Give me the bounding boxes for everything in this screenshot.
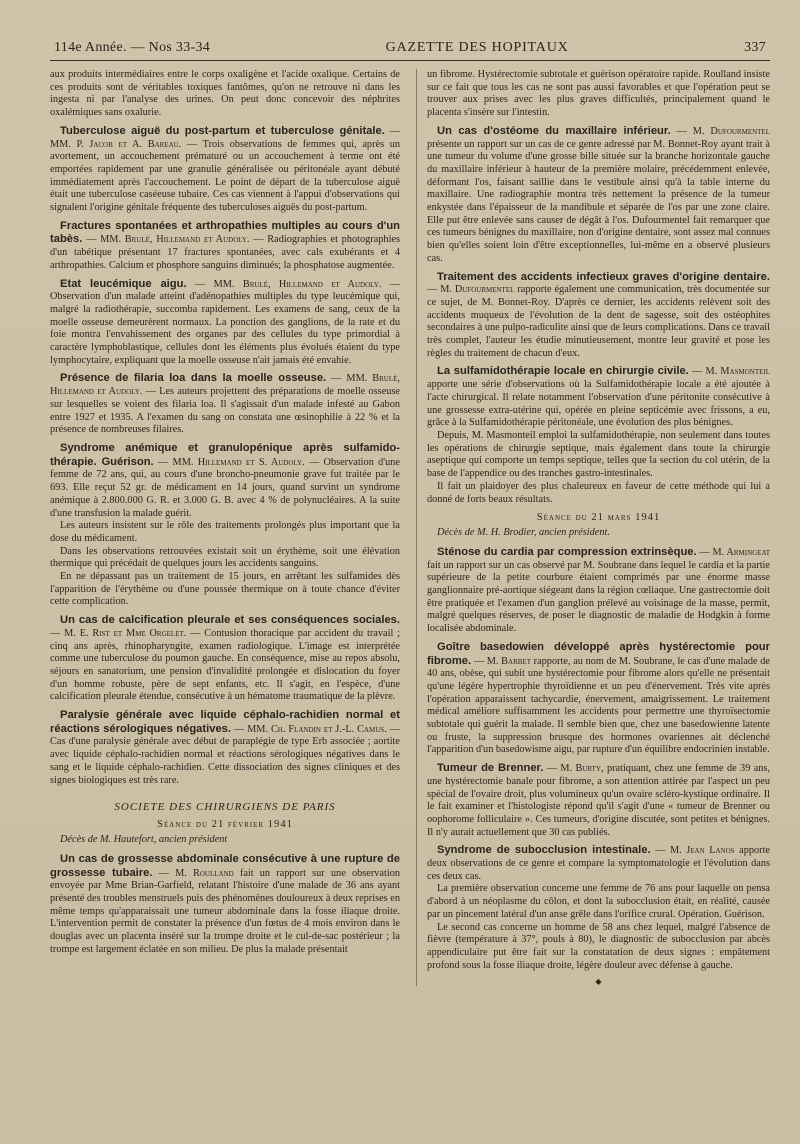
article-body: — Radiographies et photographies d'un tabétique présentant 17 fractures spontanées, avec cals exubérants et 4 arthropathies. Calcium et phosphore sanguins diminués; la phosphatose augmentée.: [50, 234, 401, 271]
article-title: Un cas d'ostéome du maxillaire inférieur.: [437, 124, 671, 137]
article-authors: — M. Dufourmentel: [427, 284, 515, 296]
article-authors: — M. Masmonteil: [691, 366, 770, 378]
article-body: — Cas d'une paralysie générale avec début de paraplégie de type Erb associée ; aortite avec liquide céphalo-rachidien normal et réactions sérologiques négatives dans le sang et le liquide céphalo-rachidien. Cette dissociation des signes cliniques et des signes biologiques est très rare.: [50, 723, 400, 786]
article-body: — Observation d'un malade atteint d'adénopathies multiples du type leucémique qui, malgré la radiothérapie, succomba rapidement. Les examens de sang, ceux de la moelle osseuse demeurèrent normaux. La ponction des ganglions, de la rate et du foie montra l'envahissement des organes par des cellules du type primordial à caractère lymphoblastique, cellules dont les éléments plus évolués étaient du type lymphocytaire, expliquant que la moelle osseuse n'ait jamais été envahie.: [50, 278, 401, 366]
article-title: Présence de filaria loa dans la moelle osseuse.: [60, 372, 327, 385]
article-body: rapporte également une communication, très documentée sur ce sujet, de M. Bonnet-Roy. D'après ce dernier, les accidents relèvent soit des accidents muqueux de l'évolution de la dent de sagesse, soit des ostéophites secondaires à une pulpo-radiculite ainsi que de leurs complications. Dans ce travail très complet, l'auteur les étudie minutieusement, montre leur gravité et pose les règles du traitement de chacun d'eux.: [427, 284, 770, 359]
article-body: présente un rapport sur un cas de ce genre adressé par M. Bonnet-Roy ayant trait à une tumeur du volume d'une grosse bille située sur la branche horizontale gauche du maxillaire inférieur à hauteur de la première molaire, précédemment enlevée, déformant l'os, faisant saillie dans le vestibule ainsi qu'à la table interne du maxillaire. Une radiographie montra très nettement la présence de la tumeur enkystée dans l'épaisseur de la mandibule et séparée de l'os par une zone claire. Elle put être enlevée sans causer de dégât à l'os. Dufourmentel fait remarquer que ces tumeurs bénignes du maxillaire, non d'origine dentaire, sont assez mal connues bien qu'elles soient loin d'être exceptionnelles, lui-même en a observé plusieurs cas.: [427, 138, 770, 264]
article-paragraph: Depuis, M. Masmonteil emploi la sulfamidothérapie, non seulement dans toutes les opérations de chirurgie septique, mais également dans toute la chirurgie aseptique qui comporte un temps septique, telles que la section du col utérin, de la base de l'appendice ou des tranches gastro-intestinales.: [427, 429, 770, 480]
right-intro-paragraph: un fibrome. Hystérectomie subtotale et guérison opératoire rapide. Roulland insiste sur ce fait que tous les cas ne sont pas aussi favorables et que l'opération peut se trouver aux prises avec les plus graves difficultés, principalement quand le placenta s'insère sur l'intestin.: [427, 69, 770, 119]
article-paragraph: Les auteurs insistent sur le rôle des traitements prolongés plus important que la dose du médicament.: [50, 520, 400, 544]
right-column: [416, 69, 770, 986]
article-fractures: [50, 220, 400, 273]
end-ornament-icon: ◆: [595, 977, 602, 987]
article-stenose-cardia: [427, 546, 770, 636]
article-calcification: [50, 614, 400, 704]
article-filaria: [50, 372, 400, 437]
article-body: rapporte, au nom de M. Soubrane, le cas d'une malade de 40 ans, obèse, qui subit une hystérectomie pour fibrome alors qu'elle ne présentait qu'une légère hypertrophie thyroïdienne et un peu d'énervement. Très vite après l'opération apparaissent tachycardie, énervement, amaigrissement. Le traitement médical améliore suffisamment les accidents pour permettre une thyroïsectomie subtotale qui guérit la malade. Il semble bien que, chez une basedowienne latente ou fruste, la suppression brusque des hormones ovariennes ait déclenché l'apparition d'un basedowisme aigu, par rupture d'un équilibre endocrinien instable.: [427, 655, 770, 756]
article-authors: — MM. Brulé, Hillemand et Audoly.: [194, 278, 382, 290]
article-authors: — M. Burty,: [546, 763, 604, 775]
article-title: Traitement des accidents infectieux graves d'origine dentaire.: [437, 270, 770, 283]
article-body: — Contusion thoracique par accident du travail ; cinq ans après, rhinopharyngite, examen radiologique. L'image est interprétée comme une tuberculose du poumon gauche. En conséquence, mise au repos absolu, séjours en sanatorium, une pension d'invalidité prolongée et dislocation du foyer d'un homme robuste, père de sept enfants, etc. Il s'agit, en l'espèce, d'une calcification pleurale étendue, consécutive à un hématome traumatique de la plèvre.: [50, 627, 401, 703]
article-body: pratiquant, chez une femme de 39 ans, une hystérectomie banale pour fibrome, a son attention attirée par l'aspect un peu spécial de l'ovaire droit, plus volumineux qu'un ovaire scléro-kystique ordinaire. Il le fait examiner et l'histologiste répond qu'il s'agit d'une « tumeur de Brenner ou oophorome folliculaire ». Ces tumeurs, d'origine discutée, sont petites et bénignes. Il n'y aurait actuellement que 30 cas publiés.: [427, 763, 770, 838]
article-title: La sulfamidothérapie locale en chirurgie civile.: [437, 365, 689, 378]
article-authors: — M. Jean Lanos: [655, 845, 735, 857]
article-title: Etat leucémique aigu.: [60, 277, 187, 290]
session-heading: Séance du 21 mars 1941: [536, 512, 661, 524]
article-osteome: [427, 125, 770, 266]
issue-label: 114e Année. — Nos 33-34: [54, 40, 211, 55]
left-intro-paragraph: aux produits intermédiaires entre le corps oxaligène et l'acide oxalique. Certains de ces produits sont de véritables toxiques fantômes, qu'on ne retrouve ni dans les ingesta ni par l'analyse des urines. On peut donc concevoir des néphrites oxalémiques sans oxalurie.: [50, 69, 400, 119]
article-syndrome-anemique: [50, 442, 400, 609]
article-authors: — MM. Brulé, Hillemand et Audoly.: [50, 373, 400, 398]
article-body: — Observation d'une femme de 72 ans, qui, au cours d'une broncho-pneumonie grave fut traitée par le 693. Elle reçut 52 gr. de médicament en 14 jours, quand survint un syndrome anémique à 2.800.000 G. R. et 3.000 G. B. avec 4 % de polynucléaires. A la suite d'une transfusion la malade guérit.: [50, 456, 400, 519]
article-authors: — MM. Ch. Flandin et J.-L. Camus.: [233, 723, 387, 735]
article-body: fait un rapport sur une observation envoyée par Mme Brian-Garfield, relatant l'histoire d'une malade de 36 ans ayant présenté des troubles menstruels puis des phénomènes douloureux à deux reprises en même temps qu'apparaissait une tumeur abdominale dans la fosse iliaque droite. L'intervention permit de constater la présence d'un fœtus de 4 mois environ dans le douglas avec un placenta inséré sur la trompe droite et le cul-de-sac postérieur ; la trompe est largement éclatée en son milieu. De plus la malade présentait: [50, 867, 400, 955]
article-authors: — M. Barbet: [473, 655, 531, 667]
article-authors: — M. E. Rist et Mme Orgelet.: [50, 627, 187, 639]
article-grossesse: [50, 853, 400, 957]
left-column: [50, 69, 404, 986]
society-heading: SOCIETE DES CHIRURGIENS DE PARIS: [114, 801, 336, 814]
article-title: Goître basedowien développé après hystérectomie pour fibrome.: [427, 640, 770, 667]
article-body: — Les auteurs projettent des préparations de moelle osseuse sur lesquelles se voient des filaria loa. Il s'agissait d'un malade infesté au Gabon entre 1927 et 1935. A l'examen du sang on constata une œsinophilie à 22 % et la présence de nombreuses filaires.: [50, 386, 400, 436]
article-paralysie: [50, 709, 400, 787]
article-title: Fractures spontanées et arthropathies multiples au cours d'un tabès.: [50, 219, 400, 246]
article-authors: — MM. Brulé, Hillemand et Audoly.: [86, 234, 250, 246]
article-paragraph: Il fait un plaidoyer des plus chaleureux en faveur de cette méthode qui lui a donné de forts beaux résultats.: [427, 480, 770, 505]
article-title: Un cas de grossesse abdominale consécutive à une rupture de grossesse tubaire.: [50, 852, 400, 879]
article-accidents-infectieux: [427, 271, 770, 361]
article-paragraph: Le second cas concerne un homme de 58 ans chez lequel, malgré l'absence de fièvre (température à 37°, pouls à 80), le diagnostic de subocclusion par abcès appendiculaire put être fait sur la constatation de deux signes : empâtement profond sous la fosse iliaque droite, légère douleur avec défense à gauche.: [427, 921, 770, 971]
article-title: Tumeur de Brenner.: [437, 762, 544, 775]
article-authors: — M. Armingeat: [699, 546, 771, 558]
article-paragraph: La première observation concerne une femme de 76 ans pour laquelle on pensa d'abord à un néoplasme du côlon, et dont la subocclusion était, en réalité, causée par un pincement latéral d'un anse grêle dans l'orifice crural. Opération. Guérison.: [427, 883, 770, 920]
article-title: Tuberculose aiguë du post-partum et tuberculose génitale.: [60, 124, 385, 137]
article-paragraph: En ne dépassant pas un traitement de 15 jours, en arrêtant les sulfamides dès l'apparition de l'érythème ou d'une poussée thermique on à toute chance d'éviter cette complication.: [50, 571, 400, 608]
article-subocclusion: [427, 844, 770, 972]
article-authors: — M. Roulland: [158, 867, 234, 879]
article-title: Syndrome anémique et granulopénique après sulfamido-thérapie. Guérison.: [50, 441, 400, 468]
article-body: apporte une série d'observations où la Sulfamidothérapie locale a été ajoutée à l'acte chirurgical. Il relate notamment l'observation d'une péritonite consécutive à une grossesse extra-utérine qui, opérée en pleine septicémie avec frissons, a eu, grâce à la Sulfamidothérapie péritonéale, une évolution des plus bénignes.: [427, 379, 770, 429]
article-goitre: [427, 641, 770, 757]
page-number: 337: [744, 40, 766, 55]
article-title: Un cas de calcification pleurale et ses conséquences sociales.: [60, 614, 400, 627]
article-title: Sténose du cardia par compression extrinsèque.: [437, 545, 697, 558]
article-sulfamidotherapie: [427, 365, 770, 506]
article-authors: — MM. Hillemand et S. Audoly.: [157, 456, 305, 468]
deces-notice: Décès de M. H. Brodier, ancien président.: [437, 527, 610, 539]
article-body: apporte deux observations de ce genre et compare la symptomatologie et l'évolution dans ces deux cas.: [427, 845, 771, 882]
session-heading: Séance du 21 février 1941: [157, 819, 293, 831]
article-body: fait un rapport sur un cas observé par M. Soubrane dans lequel le cardia et la partie supérieure de la petite courbure étaient comprimés par une énorme masse ganglionnaire pré-aortique siégeant dans la région cœliaque. Une gastrectomie doit être pratiquée et l'examen d'un ganglion prélevé au voisinage de la masse, permit, malgré quelques réserves, de poser le diagnostic de maladie de Hodgkin à forme localisée abdominale.: [427, 559, 770, 635]
two-column-body: [50, 69, 770, 986]
article-authors: — M. Dufourmentel: [676, 125, 770, 137]
article-title: Syndrome de subocclusion intestinale.: [437, 844, 651, 857]
article-title: Paralysie générale avec liquide céphalo-rachidien normal et réactions sérologiques négatives.: [50, 709, 400, 735]
article-brenner: [427, 762, 770, 839]
deces-notice: Décès de M. Hautefort, ancien président: [60, 834, 228, 846]
article-body: — Trois observations de femmes qui, après un avortement, un accouchement prématuré ou un accouchement à terme ont été emportées rapidement par une granulie généralisée ou péritonéale ayant débuté immédiatement après l'accouchement. Le point de départ de la tuberculose aiguë était une tuberculose caséeuse tubaire. Ces cas viennent à l'appui d'observations qui signalent l'origine génitale fréquente des tuberculoses aiguës du post-partum.: [50, 138, 401, 214]
article-authors: — MM. P. Jacob et A. Bareau.: [50, 125, 400, 150]
article-tuberculose: [50, 125, 400, 215]
article-paragraph: Dans les observations retrouvées existait soit un érythème, soit une élévation thermique qui précédait de quelques jours les accidents sanguins.: [50, 545, 400, 570]
running-header: [50, 40, 770, 61]
article-leucemique: [50, 278, 400, 368]
journal-title: GAZETTE DES HOPITAUX: [385, 40, 569, 55]
